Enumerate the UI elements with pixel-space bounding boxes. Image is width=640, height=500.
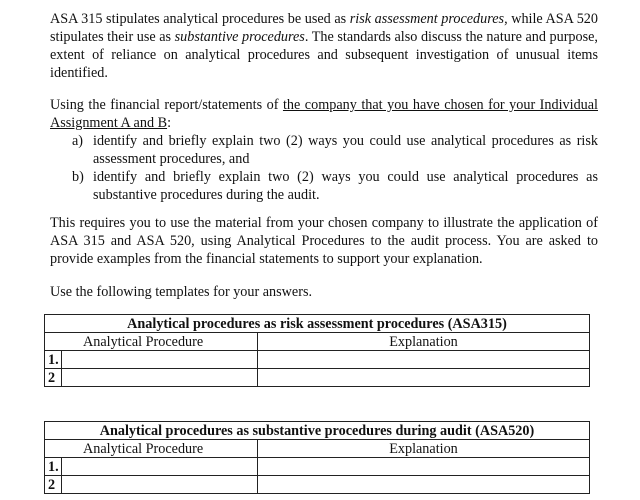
procedure-cell[interactable] [62, 458, 258, 476]
procedure-cell[interactable] [62, 369, 258, 387]
table-row [45, 476, 590, 494]
list-item-text: identify and briefly explain two (2) ways you could use analytical procedures as risk assessment procedures, and [93, 133, 598, 167]
table-row [45, 369, 590, 387]
procedure-cell[interactable] [62, 476, 258, 494]
intro-text-3: . The standards also discuss the nature and purpose, extent of reliance on analytical procedures and subsequent investigation of unusual items identified. [50, 29, 598, 81]
explanation-cell[interactable] [258, 476, 590, 494]
table-header-row [45, 440, 590, 458]
table-row [45, 458, 590, 476]
task-tail: : [167, 115, 172, 131]
list-item-text: identify and briefly explain two (2) ways you could use analytical procedures as substantive procedures during the audit. [93, 169, 598, 203]
table-header-row [45, 333, 590, 351]
task-underlined-phrase: the company that you have chosen for your Individual Assignment A and B [50, 97, 598, 131]
column-header-explanation: Explanation [258, 333, 590, 351]
task-list [50, 132, 598, 204]
intro-emphasis-risk: risk assessment procedures [349, 11, 505, 27]
column-header-explanation: Explanation [258, 440, 590, 458]
intro-emphasis-substantive: substantive procedures [174, 29, 305, 45]
requirement-paragraph: This requires you to use the material from your chosen company to illustrate the application of ASA 315 and ASA 520, using Analytical Procedures to the audit process. You are asked to provide examples from the financial statements to support your explanation. [50, 215, 598, 267]
explanation-cell[interactable] [258, 369, 590, 387]
task-paragraph [50, 96, 598, 132]
table-title-row [45, 422, 590, 440]
list-item-label: a) [72, 133, 84, 149]
intro-text-2: , while ASA 520 stipulates their use as [50, 11, 598, 45]
procedure-cell[interactable] [62, 351, 258, 369]
row-number: 2 [45, 476, 62, 494]
intro-text-1: ASA 315 stipulates analytical procedures be used as [50, 11, 350, 27]
templates-intro: Use the following templates for your answers. [50, 284, 313, 300]
task-lead: Using the financial report/statements of [50, 97, 283, 113]
table-title-row [45, 315, 590, 333]
template-table-asa520 [44, 421, 590, 494]
list-item-label: b) [72, 169, 84, 185]
row-number: 1. [45, 458, 62, 476]
row-number: 1. [45, 351, 62, 369]
table-title: Analytical procedures as risk assessment procedures (ASA315) [45, 315, 590, 333]
explanation-cell[interactable] [258, 351, 590, 369]
intro-paragraph [50, 10, 598, 82]
list-item [50, 168, 598, 204]
table-row [45, 351, 590, 369]
row-number: 2 [45, 369, 62, 387]
table-title: Analytical procedures as substantive procedures during audit (ASA520) [45, 422, 590, 440]
column-header-procedure: Analytical Procedure [45, 440, 258, 458]
column-header-procedure: Analytical Procedure [45, 333, 258, 351]
explanation-cell[interactable] [258, 458, 590, 476]
list-item [50, 132, 598, 168]
template-table-asa315 [44, 314, 590, 387]
